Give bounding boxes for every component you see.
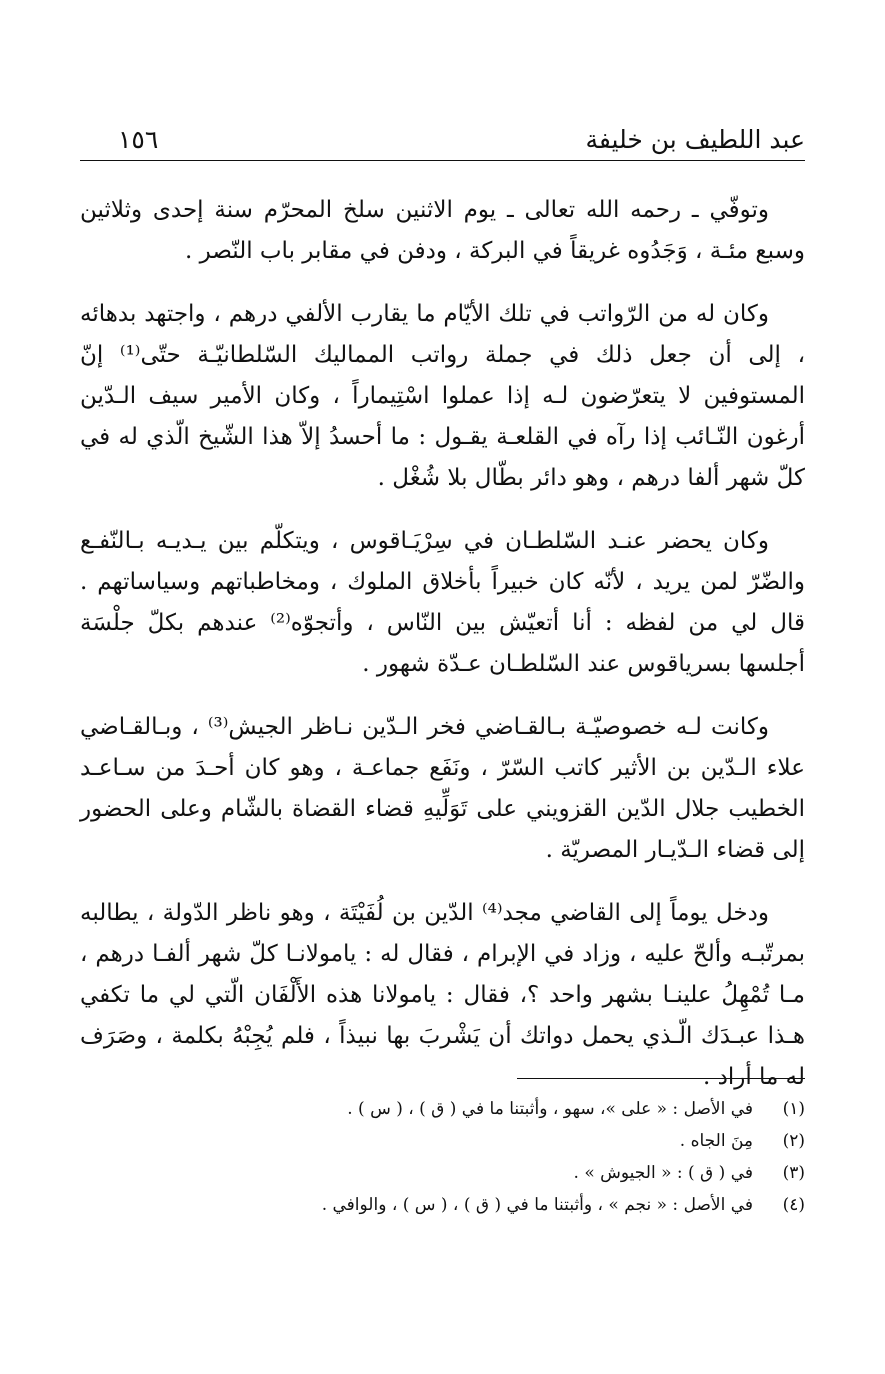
- footnote-2: [80, 1125, 805, 1157]
- running-title: عبد اللطيف بن خليفة: [585, 125, 805, 154]
- footnote-4: [80, 1189, 805, 1221]
- footnote-number: (٤): [782, 1195, 805, 1215]
- footnote-number: (٢): [782, 1131, 805, 1151]
- footnote-text: مِنَ الجاه .: [679, 1131, 753, 1151]
- footnote-number: (١): [782, 1099, 805, 1119]
- page-number: ١٥٦: [118, 125, 159, 154]
- footnote-text: في الأصل : « على »، سهو ، وأثبتنا ما في ( ق ) ، ( س ) .: [347, 1099, 753, 1119]
- footnote-text: في الأصل : « نجم » ، وأثبتنا ما في ( ق ) ، ( س ) ، والوافي .: [321, 1195, 753, 1215]
- paragraph-judges: وكانت لـه خصوصيّـة بـالقـاضي فخر الـدّين نـاظر الجيش⁽³⁾ ، وبـالقـاضي علاء الـدّين بن الأثير كاتب السّرّ ، ونَفَع جماعـة ، وهو كان أحـدَ من سـاعـد الخطيب جلال الدّين القزويني على تَوَلِّيهِ قضاء القضاة بالشّام وعلى الحضور إلى قضاء الـدّيـار المصريّة .: [80, 714, 805, 863]
- main-text: [80, 190, 805, 1120]
- footnote-text: في ( ق ) : « الجيوش » .: [573, 1163, 753, 1183]
- paragraph-anecdote: ودخل يوماً إلى القاضي مجد⁽⁴⁾ الدّين بن لُفَيْتَة ، وهو ناظر الدّولة ، يطالبه بمرتّبـه وألحّ عليه ، وزاد في الإبرام ، فقال له : يامولانـا كلّ شهر ألفـا درهم ، مـا تُمْهِلُ علينـا بشهر واحد ؟، فقال : يامولانا هذه الأَلْفَان الّتي لي ما تكفي هـذا عبـدَك الّـذي يحمل دواتك أن يَشْربَ بها نبيذاً ، فلم يُجِبْهُ بكلمة ، وصَرَف له ما أراد .: [80, 900, 805, 1090]
- footnote-divider: [517, 1078, 805, 1079]
- paragraph-sultan-audience: وكان يحضر عنـد السّلطـان في سِرْيَـاقوس ، ويتكلّم بين يـديـه بـالنّفـع والضّرّ لمن يريد ، لأنّه كان خبيراً بأخلاق الملوك ، ومخاطباتهم وسياساتهم . قال لي من لفظه : أنا أتعيّش بين النّاس ، وأتجوّه⁽²⁾ عندهم بكلّ جلْسَة أجلسها بسرياقوس عند السّلطـان عـدّة شهور .: [80, 528, 805, 677]
- paragraph-salaries: وكان له من الرّواتب في تلك الأيّام ما يقارب الألفي درهم ، واجتهد بدهائه ، إلى أن جعل ذلك في جملة رواتب المماليك السّلطانيّـة حتّى⁽¹⁾ إنّ المستوفين لا يتعرّضون لـه إذا عملوا اسْتِيماراً ، وكان الأمير سيف الـدّين أرغون النّـائب إذا رآه في القلعـة يقـول : ما أحسدُ إلاّ هذا الشّيخ الّذي له في كلّ شهر ألفا درهم ، وهو دائر بطّال بلا شُغْل .: [80, 301, 805, 491]
- footnote-number: (٣): [782, 1163, 805, 1183]
- footnote-3: [80, 1157, 805, 1189]
- paragraph-death: وتوفّي ـ رحمه الله تعالى ـ يوم الاثنين سلخ المحرّم سنة إحدى وثلاثين وسبع مئـة ، وَجَدُوه غريقاً في البركة ، ودفن في مقابر باب النّصر .: [80, 197, 805, 264]
- header-divider: [80, 160, 805, 161]
- footnotes: [80, 1093, 805, 1221]
- footnote-1: [80, 1093, 805, 1125]
